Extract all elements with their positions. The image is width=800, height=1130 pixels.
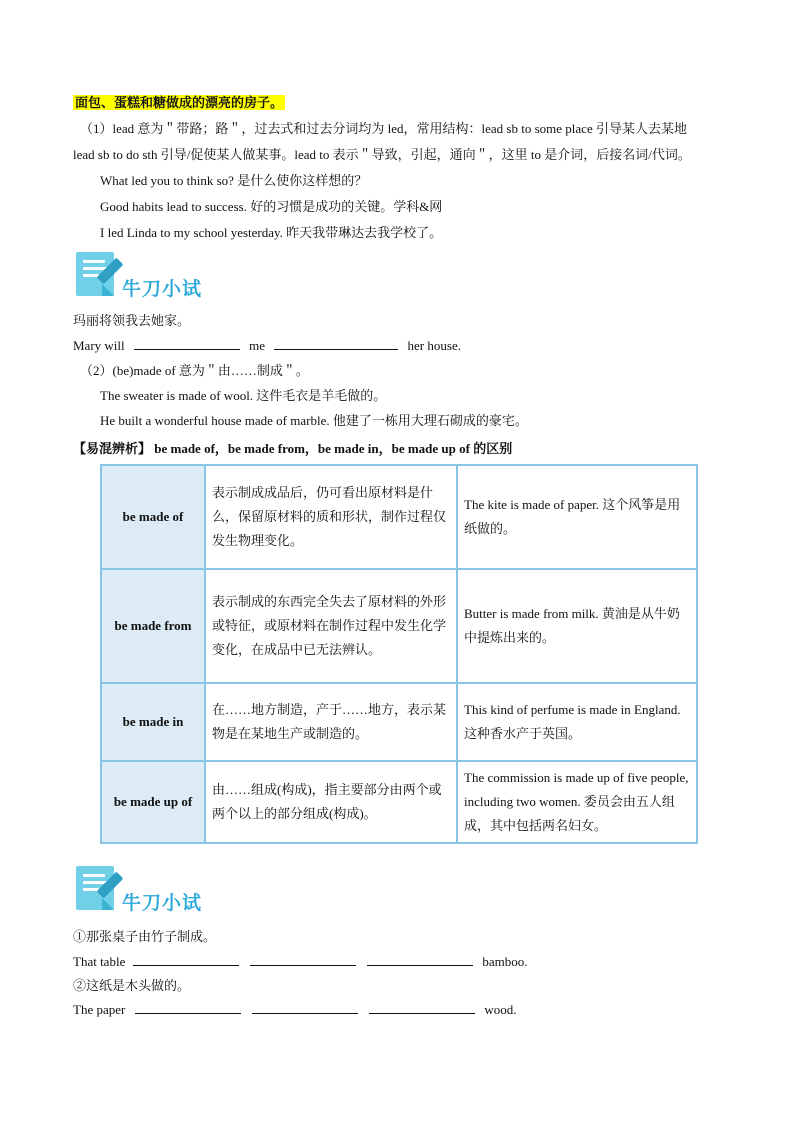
practice-title: 牛刀小试 bbox=[122, 892, 203, 914]
term-cell: be made in bbox=[101, 683, 205, 761]
example-cell: This kind of perfume is made in England. 这种香水产于英国。 bbox=[457, 683, 697, 761]
term-cell: be made from bbox=[101, 569, 205, 683]
answer-blank[interactable] bbox=[369, 1001, 475, 1014]
compare-heading: 【易混辨析】 be made of，be made from，be made in，be made up of 的区别 bbox=[73, 441, 513, 456]
description-cell: 由……组成(构成)，指主要部分由两个或两个以上的部分组成(构成)。 bbox=[205, 761, 457, 843]
lead-definition-line-1: （1）lead 意为＂带路；路＂，过去式和过去分词均为 led，常用结构：lead sb to some place 引导某人去某地 bbox=[80, 121, 687, 136]
term-cell: be made up of bbox=[101, 761, 205, 843]
practice1-end: her house. bbox=[407, 338, 461, 353]
lead-example-1: What led you to think so? 是什么使你这样想的？ bbox=[100, 173, 368, 188]
heading-line bbox=[73, 94, 285, 112]
answer-blank[interactable] bbox=[135, 1001, 241, 1014]
table-row bbox=[101, 569, 697, 683]
answer-blank[interactable] bbox=[274, 337, 398, 350]
practice2-q1-end: bamboo. bbox=[482, 954, 528, 969]
comparison-table bbox=[100, 464, 698, 844]
description-cell: 在……地方制造，产于……地方，表示某物是在某地生产或制造的。 bbox=[205, 683, 457, 761]
practice1-sentence bbox=[73, 337, 461, 355]
practice2-q1-start: That table bbox=[73, 954, 126, 969]
lead-example-3: I led Linda to my school yesterday. 昨天我带琳达去我学校了。 bbox=[100, 225, 443, 240]
answer-blank[interactable] bbox=[133, 953, 239, 966]
made-definition: （2）(be)made of 意为＂由……制成＂。 bbox=[80, 363, 309, 378]
lead-definition-line-2: lead sb to do sth 引导/促使某人做某事。lead to 表示＂导致，引起，通向＂，这里 to 是介词，后接名词/代词。 bbox=[73, 147, 691, 162]
practice2-q1-sentence bbox=[73, 953, 527, 971]
made-example-2: He built a wonderful house made of marble. 他建了一栋用大理石砌成的豪宅。 bbox=[100, 413, 528, 428]
practice-title: 牛刀小试 bbox=[122, 278, 203, 300]
table-row bbox=[101, 683, 697, 761]
lead-example-2: Good habits lead to success. 好的习惯是成功的关键。学科&网 bbox=[100, 199, 443, 214]
practice1-prompt: 玛丽将领我去她家。 bbox=[73, 313, 191, 328]
made-example-1: The sweater is made of wool. 这件毛衣是羊毛做的。 bbox=[100, 388, 387, 403]
example-cell: The commission is made up of five people, including two women. 委员会由五人组成，其中包括两名妇女。 bbox=[457, 761, 697, 843]
highlighted-heading: 面包、蛋糕和糖做成的漂亮的房子。 bbox=[75, 95, 284, 110]
description-cell: 表示制成成品后，仍可看出原材料是什么，保留原材料的质和形状，制作过程仅发生物理变化。 bbox=[205, 465, 457, 569]
answer-blank[interactable] bbox=[134, 337, 240, 350]
answer-blank[interactable] bbox=[367, 953, 473, 966]
answer-blank[interactable] bbox=[250, 953, 356, 966]
term-cell: be made of bbox=[101, 465, 205, 569]
example-cell: The kite is made of paper. 这个风筝是用纸做的。 bbox=[457, 465, 697, 569]
practice1-start: Mary will bbox=[73, 338, 125, 353]
answer-blank[interactable] bbox=[252, 1001, 358, 1014]
table-row bbox=[101, 761, 697, 843]
practice2-q2-start: The paper bbox=[73, 1002, 126, 1017]
description-cell: 表示制成的东西完全失去了原材料的外形或特征，或原材料在制作过程中发生化学变化，在成品中已无法辨认。 bbox=[205, 569, 457, 683]
table-row bbox=[101, 465, 697, 569]
practice2-q1-prompt: ①那张桌子由竹子制成。 bbox=[73, 929, 217, 944]
practice1-middle: me bbox=[249, 338, 266, 353]
practice2-q2-sentence bbox=[73, 1001, 516, 1019]
practice-badge-2 bbox=[72, 866, 222, 916]
practice2-q2-prompt: ②这纸是木头做的。 bbox=[73, 978, 191, 993]
practice-badge-1 bbox=[72, 252, 222, 302]
practice2-q2-end: wood. bbox=[484, 1002, 517, 1017]
example-cell: Butter is made from milk. 黄油是从牛奶中提炼出来的。 bbox=[457, 569, 697, 683]
